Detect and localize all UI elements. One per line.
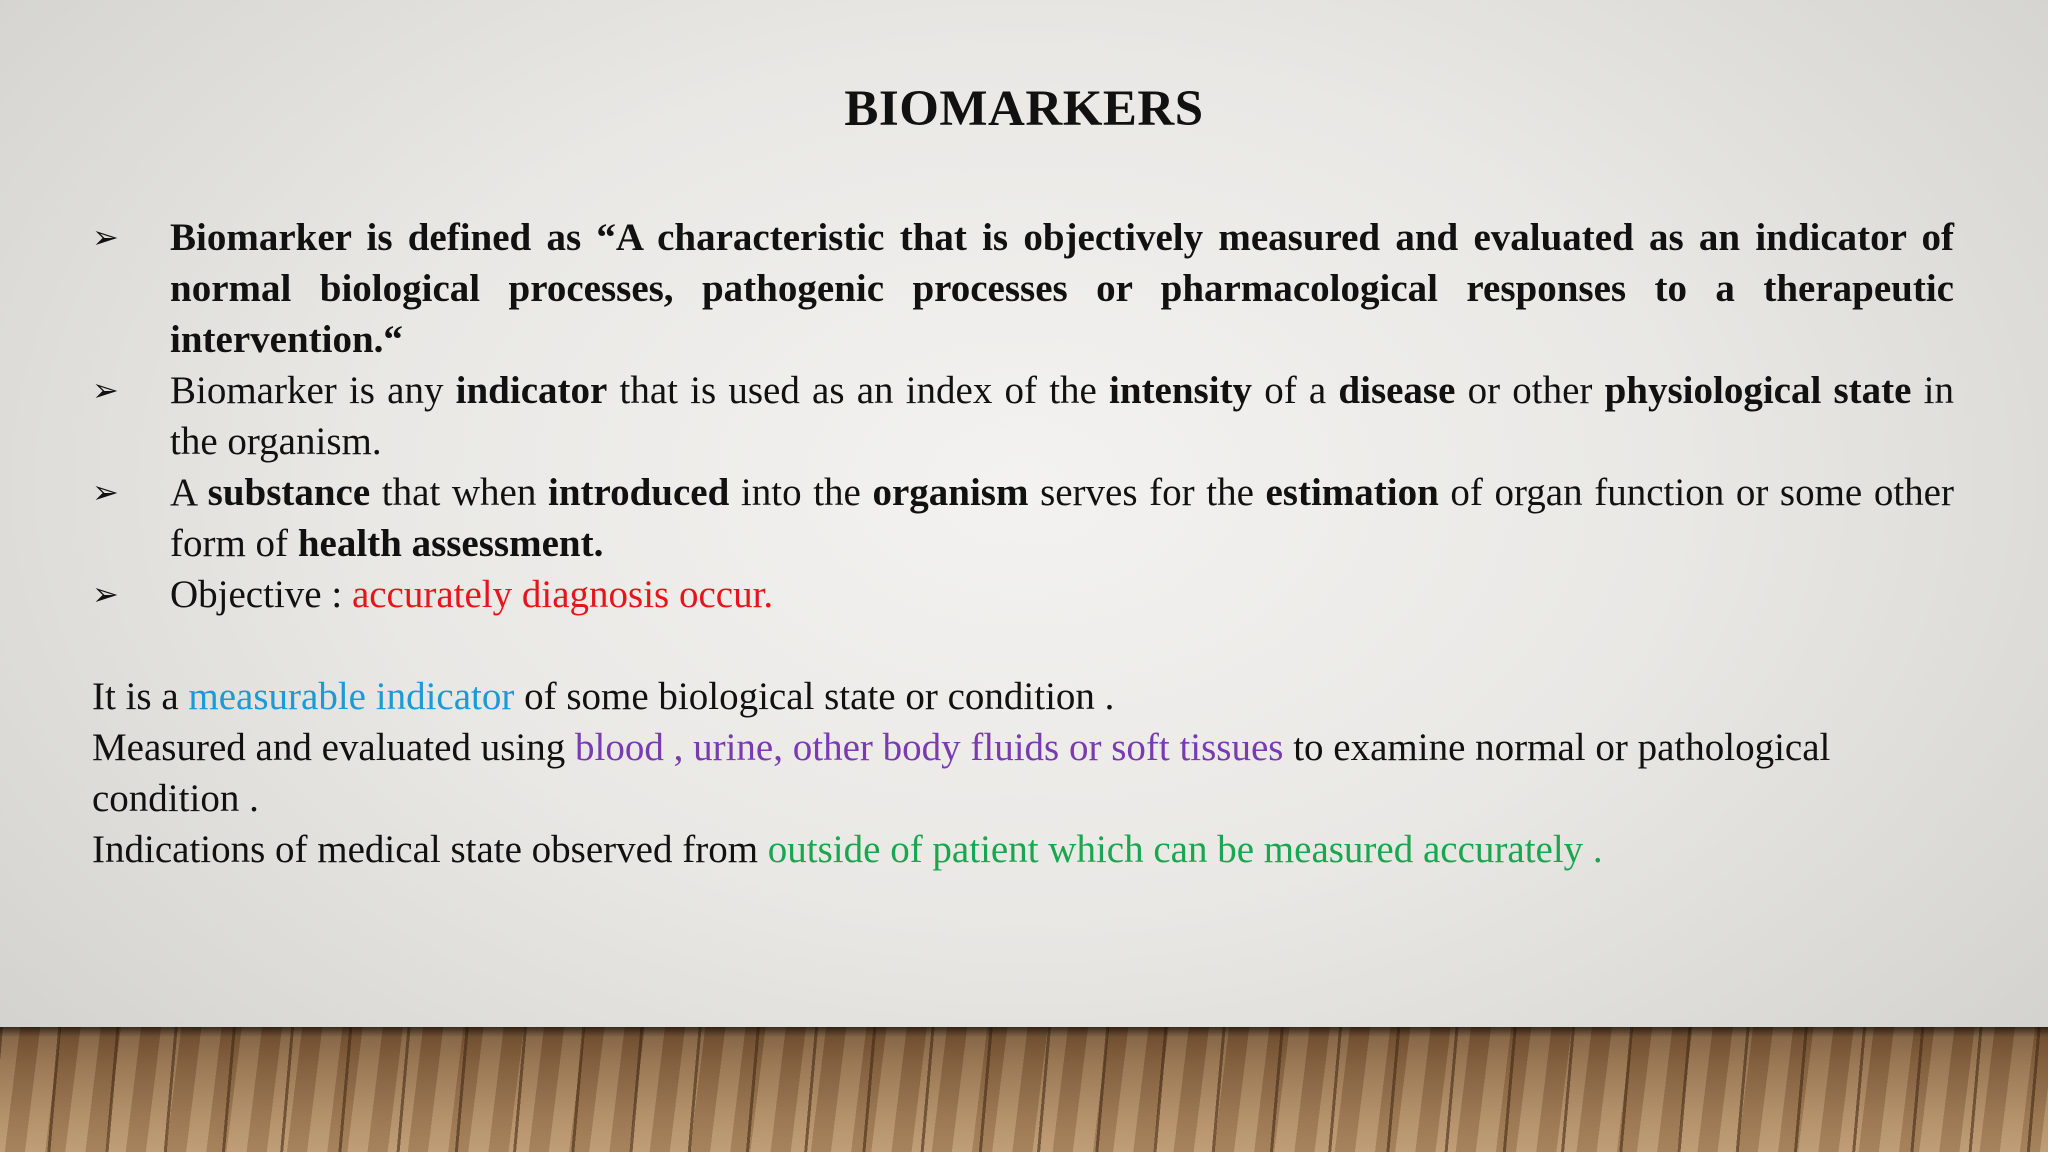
bullet-item <box>92 365 1954 467</box>
bullet-text: Biomarker is any indicator that is used as an index of the intensity of a disease or other physiological state in the organism. <box>170 369 1954 463</box>
bullet-list <box>92 212 1954 620</box>
paragraph: Measured and evaluated using blood , urine, other body fluids or soft tissues to examine normal or pathological condition . <box>92 726 1831 820</box>
arrow-bullet-icon: ➢ <box>92 218 119 256</box>
arrow-bullet-icon: ➢ <box>92 371 119 409</box>
bullet-text: Biomarker is defined as “A characteristic that is objectively measured and evaluated as an indicator of normal biological processes, pathogenic processes or pharmacological responses to a therapeutic intervention.“ <box>170 216 1954 361</box>
bullet-text: Objective : accurately diagnosis occur. <box>170 573 774 616</box>
paragraph: It is a measurable indicator of some biological state or condition . <box>92 675 1115 718</box>
arrow-bullet-icon: ➢ <box>92 473 119 511</box>
bullet-text: A substance that when introduced into the organism serves for the estimation of organ function or some other form of health assessment. <box>170 471 1954 565</box>
bullet-item <box>92 212 1954 365</box>
wood-floor-background <box>0 1027 2048 1152</box>
bullet-item <box>92 569 1954 620</box>
arrow-bullet-icon: ➢ <box>92 575 119 613</box>
paragraph: Indications of medical state observed from outside of patient which can be measured accurately . <box>92 828 1603 871</box>
body-paragraphs <box>92 671 1892 875</box>
slide-title: BIOMARKERS <box>844 81 1204 137</box>
bullet-item <box>92 467 1954 569</box>
